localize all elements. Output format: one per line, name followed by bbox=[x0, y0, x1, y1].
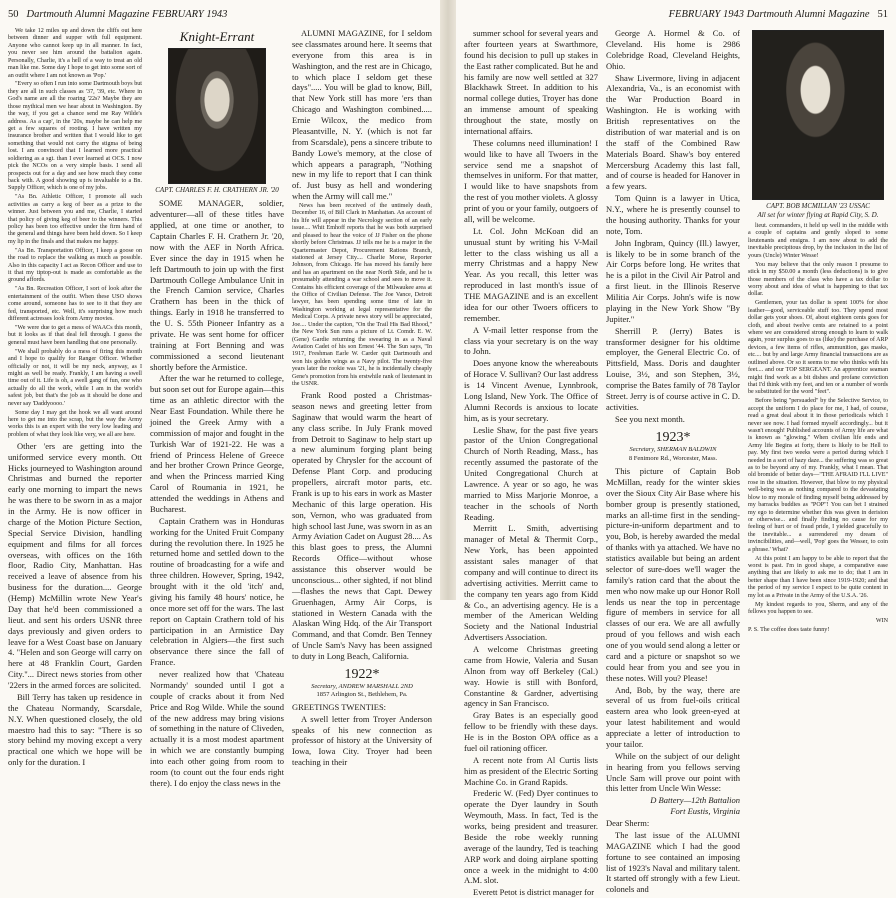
signature: WIN bbox=[875, 618, 888, 624]
left-page-number: 50 bbox=[8, 9, 19, 20]
paragraph: A V-mail letter response from the class via your secretary is on the way to John. bbox=[464, 324, 598, 357]
right-page-number: 51 bbox=[877, 9, 888, 20]
mcmillan-photo bbox=[752, 30, 884, 200]
paragraph: And, Bob, by the way, there are several of us from fuel-oils critical eastern area who look green-eyed at your latest habilitement and would appreciate a letter of introduction to your tailor. bbox=[606, 684, 740, 749]
crathern-photo bbox=[168, 48, 266, 184]
right-column-2 bbox=[606, 28, 740, 895]
right-column-3 bbox=[748, 28, 888, 633]
article-title: Knight-Errant bbox=[179, 29, 255, 44]
paragraph: Some day I may get the hook we all want around here to get me into the scrap, but the way the Army works this is an expert with the very low leading and problem of what they look like very, we all are here. bbox=[8, 409, 142, 438]
paragraph: Leslie Shaw, for the past five years pastor of the Union Congregational Church of North Reading, Mass., has recently assumed the pastorate of the United Congregational Church at Lawrence. A year or so ago, he was married to Miss Marjorie Monroe, a teacher in the schools of North Reading. bbox=[464, 424, 598, 522]
address-1923: 8 Fenimore Rd., Worcester, Mass. bbox=[628, 454, 718, 462]
paragraph: "As Bn. Recreation Officer, I sort of look after the entertainment of the outfit. When these USO shows come around, someone has to see to it that they are fed, transported, etc. Well, it's surprising how much different actresses look from Army movies. bbox=[8, 286, 142, 323]
paragraph: Sherrill P. (Jerry) Bates is transformer designer for his oldtime employer, the General Electric Co. of Pittsfield, Mass. Doris and daughter Louise, 3½, and son Stephen, 3½, comprise the Bates family of 78 Taylor Street. Jerry is of course active in C. D. activities. bbox=[606, 325, 740, 412]
right-column-1 bbox=[464, 28, 599, 898]
right-header-title: FEBRUARY 1943 Dartmouth Alumni Magazine bbox=[668, 9, 870, 20]
secretary-1923: Secretary, SHERMAN BALDWIN bbox=[629, 446, 717, 454]
paragraph: Does anyone know the whereabouts of Horace V. Sullivan? Our last address is 14 Vincent Avenue, Lynnbrook, Long Island, New York. The Office of Alumni Records is anxious to locate him, as is your secretary. bbox=[464, 358, 599, 423]
left-column-3 bbox=[292, 28, 432, 768]
paragraph: Before being "persuaded" by the Selective Service, to accept the uniform I do place for me, I had, of course, read a great deal about it in those periodicals which I never see now. I had formed myself accordingly... but it wasn't enough! Published accounts of Army life are what is known as "glowing." When civilian life ends and Army life Begins at forty, there is likely to be Hell to pay. My first two weeks were a period during which I needed in a sort of hazy daze... the suffering was so great as to be beyond any of my. Frankly, what I mean. That old bromide of better days—"THE AFRAID I'LL LIVE" rose in the situation. However, that blow to my physical well-being was as nothing compared to the devastating blow to my morale of finding myself being addressed by my barracks buddies as "POP"! You can bet I strained my ego to determine whether this was given in derision or otherwise... and finally finding no cause for my feeling of hurt or of fraud pride, I yielded gracefully to the inevitable... a surrendered my dream of invincibilities, and—well, 'Pop' goes the Wesser, to coin a phrase.' What? bbox=[748, 398, 888, 553]
paragraph: "We were due to get a mess of WAACs this month, but it looks as if that deal fell through. I guess the general must have been handling that one personally. bbox=[8, 324, 142, 346]
class-1922-greeting bbox=[292, 702, 432, 768]
paragraph: My kindest regards to you, Sherm, and any of the fellows you happen to see. bbox=[748, 601, 888, 616]
paragraph: "As Bn. Athletic Officer, I promote all such activities as carry a keg of beer as a prize to the winner. Just between you and me, Charlie, I started that policy of giving keg of beer to the winners. This policy has been too effective under the firm hand of the general and things have been held down. So I keep my lip in the finals and that makes me happy. bbox=[8, 194, 142, 245]
paragraph: lieut. commanders, it held up well in the middle with a couple of captains and gently sloped to some lieutenants and ensigns. I am now about to add the inevitable precipitous drop, by the inclusion in the list of yours (Uncle) Winter Wesse! bbox=[748, 223, 888, 259]
crathern-caption: CAPT. CHARLES F. H. CRATHERN JR. '20 bbox=[155, 185, 279, 194]
paragraph: A recent note from Al Curtis lists him as president of the Electric Sorting Machine Co. in Grand Rapids. bbox=[464, 754, 598, 787]
paragraph: Tom Quinn is a lawyer in Utica, N.Y., where he is presently counsel to the housing authority. Thanks for your note, Tom. bbox=[606, 193, 740, 236]
left-column-1 bbox=[8, 28, 142, 768]
left-running-head bbox=[8, 9, 432, 23]
class-year-1922: 1922* bbox=[344, 666, 380, 682]
paragraph: These columns need illumination! I would like to have all Twoers in the service send me a snapshot of themselves in uniform. For that matter, I would like to have snapshots from the rest of you mother violets. A glossy print of you or your family, outgoers of all, will be welcome. bbox=[464, 137, 598, 224]
left-page bbox=[0, 0, 440, 788]
paragraph: A swell letter from Troyer Anderson speaks of his new connection as professor of history at the University of Iowa, Iowa City. Troyer had been teaching in their bbox=[292, 713, 432, 768]
paragraph: George A. Hormel & Co. of Cleveland. His home is 2986 Colebridge Road, Cleveland Heights, Ohio. bbox=[606, 28, 740, 71]
address-1922: 1857 Arlington St., Bethlehem, Pa. bbox=[316, 690, 408, 698]
paragraph: Gray Bates is an especially good fellow to be friendly with these days. He is in the Boston OPA office as a fuel oil rationing officer. bbox=[464, 710, 598, 753]
right-page bbox=[456, 0, 896, 898]
paragraph: "As Bn. Transportation Officer, I keep a goose on the road to replace the walking as much as possible. Also in this capacity I act as Recon Officer and use to it that my tiptop-out is made as comfortable as the ground affords. bbox=[8, 247, 142, 284]
paragraph: The last issue of the ALUMNI MAGAZINE which I had the good fortune to see contained an imposing list of 1923's Naval and military talent. It started off strongly with a few Lieut. colonels and bbox=[606, 829, 740, 895]
letter-salutation: Dear Sherm: bbox=[606, 818, 650, 829]
paragraph: Gentlemen, your tax dollar is spent 100% for shoe leather—good, serviceable stuff too. They spend most dollar gets your shoes. Of, about eighteen cents goes for cloth, and about twelve cents are retained to a point where we are considered strong enough to learn to walk again, your surplus goes to us (like) the purchase of ARP devices, a few items of rifles, ammunition, gas masks, etc.... but by and large Army financial transactions are as outlined above. Or so it seems to me who thinks with his feet.... and our TOP SERGEANT. An apprentice seaman might find work as a bit dishes and profane conviction that I'd think with my feet, and ten or a number of words be substituted for the word "feet". bbox=[748, 300, 888, 396]
paragraph: Merritt L. Smith, advertising manager of Metal & Thermit Corp., New York, has been appointed assistant sales manager of that company and will continue to direct its advertising activities. Merritt came to the company ten years ago from Kidd & Co., an advertising agency. He is a member of the American Welding Society and the National Industrial Advertisers Association. bbox=[464, 523, 598, 643]
class-year-1923: 1923* bbox=[655, 429, 691, 445]
paragraph: After the war he returned to college, but soon set out for Europe again—this time as an athletic director with the Near East Foundation. While there he joined the Greek Army with a commission of major and fought in the Turkish War of 1921-22. He was a friend of Princess Helene of Greece and her brother Crown Prince George, and when the Princess married King Carol of Roumania in 1921, he attended the weddings in Athens and Bucharest. bbox=[150, 373, 284, 514]
paragraph: Lt. Col. John McKoan did an unusual stunt by writing his V-Mail letter to the class wishing us all a merry Christmas and a happy New Year. As you recall, this letter was reproduced in last month's issue of THE MAGAZINE and is an excellent idea for our other Twoers officers to remember. bbox=[464, 225, 598, 323]
postscript: P. S. The coffee does taste funny! bbox=[748, 626, 830, 633]
class-1922-notes bbox=[292, 28, 432, 202]
paragraph: never realized how that 'Chateau Normandy' sounded until I got a couple of cracks about it from Ned Price and Rog Wilde. While the sound of the new address may bring visions of something in the nature of Cliveden, actually it is a most modest apartment in which we are constantly bumping into each other going from room to room (to count out the four ends right there). I do enjoy the class news in the bbox=[150, 669, 284, 788]
right-running-head bbox=[464, 9, 888, 23]
paragraph: "Every so often I run into some Dartmouth boys but they are all in such classes as '37, '39, etc. Where in God's name are all the roaring '22s? Maybe they are those mythical men we hear about in Washington. By the way, if you get a chance send me Ray Wilde's address. As a cap', in the '20s, maybe he can help me get a few squares of rooting. I have written my insurance brother and written that I would like to get something that would not carry the stigma of being lost. I am convinced that I learned more practical soldiering as a sgt. than I ever learned at OCS. I now pick the NCOs on a very simple basis. I send all prospects out for a day and see how much they come back with. A good showing up is invaluable to a Bn. Supply Officer, which is one of my jobs. bbox=[8, 81, 142, 192]
page-gutter bbox=[440, 0, 456, 600]
paragraph: This picture of Captain Bob McMillan, ready for the winter skies over the Sioux City Air Base where his bomber group is presently stationed, marks an all-time first in the sending-picture-in-uniform department and to you, Bob, is hereby awarded the medal of thanks with ya attached. We have no statistics available but being an ardent selector of sure-does we'll wager the family's ration card that the about the men who now make up our Honor Roll lends us near the top in percentage figure of members in service for all classes of our era. We are all awfully proud of you fellows and wish each one of you would send along a letter or card and a picture or snapshot so we could hear from you and see you in these notes. Will you? Please! bbox=[606, 466, 740, 683]
paragraph: At this point I am happy to be able to report that the worst is past. I'm in good shape, a comparative ease anything that are likely to ask me to do; that I am in better shape than I have been since 1919-1920; and that the period of my service I expect to be quite content in my lot as a Private in the Army of the U.S.A. '26. bbox=[748, 555, 888, 599]
paragraph: Shaw Livermore, living in adjacent Alexandria, Va., is an economist with the War Production Board in Washington. He is working with British representatives on the distribution of war material and is on the staff of the Combined Raw Materials Board. Shaw's boy entered Mercersburg Academy this last fall, and of course is headed for Hanover in a few years. bbox=[606, 72, 740, 192]
paragraph: Everett Petot is district manager for bbox=[473, 887, 595, 898]
paragraph: SOME MANAGER, soldier, adventurer—all of these titles have applied, at one time or another, to Captain Charles F. H. Crathern Jr. '20, now with the AEF in North Africa. Ever since the day in 1915 when he left Dartmouth to join up with the first Dartmouth College Ambulance Unit in the French Camion service, Charles Crathern has been in the thick of things. Early in 1918 he transferred to the U. S. 55th Pioneer Infantry as a private. He was sent home for officer training at Fort Benning and was commissioned a second lieutenant shortly before the Armistice. bbox=[150, 198, 284, 372]
class-1922-notes-2 bbox=[292, 390, 432, 662]
paragraph: Frank Rood posted a Christmas-season news and greeting letter from Saginaw that would warm the heart of any class scribe. In July Frank moved from Detroit to Saginaw to help start up a new aluminum forging plant being operated by Chrysler for the account of Defense Plant Corp. and producing propellers, aircraft motor parts, etc. Frank is up to his ears in work as Master Mechanic of this large operation. His son, Vernon, who was graduated from high school last June, was sworn in as an Army Aviation Cadet on August 28.... As this blast goes to press, the Alumni Records Office—without whose assistance this observer would be unconscious... other sighted, if not blind—flashes the news that Capt. Dewey Gruenhagen, Army Air Corps, is stationed in Western Canada with the Alaskan Wing Hdq. of the Air Transport Command, and that Comdr. Ben Tenney of Uncle Sam's Navy has been assigned to duty in Long Beach, California. bbox=[292, 390, 432, 662]
paragraph: ALUMNI MAGAZINE, for I seldom see classmates around here. It seems that everyone from this area is in Washington, and the rest are in Chicago, to which place I seldom get these days"..... You will be glad to know, Bill, that New York still has more 'ers than Chicago and Washington combined..... Ernie Wilcox, the medico from Pleasantville, N. Y. (which is not far from Scarsdale), pens a sincere tribute to Bandy Lowe's memory, at the close of which appears a paragraph, "Nothing new in my life to report that I can think of. Just busy as hell and wondering when the Army will call me." bbox=[292, 28, 432, 202]
greeting-label: GREETINGS TWENTIES: bbox=[292, 701, 387, 712]
paragraph: Bill Terry has taken up residence in the Chateau Normandy, Scarsdale, N.Y. When questioned closely, the old maestro had this to say: "There is so story behind my moving except a very practical one which we hope will be only for the duration. I bbox=[8, 691, 142, 768]
paragraph: We take 12 miles up and down the cliffs out here between dinner and supper with full equipment. Anyone who cannot keep up in all manner. In fact, you never see him around the battalion again. Personally, Charlie, it's a hell of a way to treat an old man like me. Some day I hope to get into some sort of an outfit where I am not known as 'Pop.' bbox=[8, 28, 142, 79]
left-col2-continued bbox=[150, 669, 284, 789]
paragraph: While on the subject of our delight in hearing from you fellows serving Uncle Sam will prove our point with this letter from Uncle Win Wesse: bbox=[606, 750, 740, 794]
left-header-title: Dartmouth Alumni Magazine FEBRUARY 1943 bbox=[26, 9, 228, 20]
paragraph: Other 'ers are getting into the uniformed service every month. Ott Hicks journeyed to Washington around Christmas and burned the reporter early one morning to impart the news he was there to be sworn in as a major in the Army. He is now officer in charge of the Motion Picture Section, Special Service Division, handling equipment and films for all forces overseas, with offices on the 16th floor, Radio City, Manhattan. Has received a leave of absence from his business for the duration.... George (Hemp) McMillin wrote New Year's Day that he'd been commissioned a lieut. and sent his orders USNR three days previously and given orders to leave for a West Coast base on January 4. "Helen and son George will carry on here at 48 Franklin Court, Garden City."... Direct news stories from other '22ers in the armed forces are solicited. bbox=[8, 440, 142, 691]
secretary-1922: Secretary, ANDREW MARSHALL 2ND bbox=[311, 683, 413, 690]
knight-errant-story bbox=[150, 198, 284, 668]
left-col1-large-text bbox=[8, 441, 142, 768]
paragraph: John Ingbram, Quincy (Ill.) lawyer, is likely to be in some branch of the Air Corps before long. He writes that he is a pilot in the Civil Air Patrol and a first lieut. in the Illinois Reserve Militia Air Corps. John's wife is now playing in the New York Show "By Jupiter." bbox=[606, 237, 740, 324]
paragraph: See you next month. bbox=[615, 413, 685, 424]
paragraph: You may believe that the only reason I presume to stick in my $50.00 a month (less deductions) is to give those members of the class who have a tax dollar to worry about and idea of what is happening to that tax dollar. bbox=[748, 261, 888, 298]
paragraph: News has been received of the untimely death, December 16, of Bill Clark in Manhattan. An account of his life will appear in the Necrology section of an early issue.... Whit Emhoff reports that he was both surprised and pleased to hear the voice of JJ Fisher on the phone shortly before Christmas. JJ tells me he is a major in the Quartermaster Depot, Procurement Rations Branch, stationed at Jersey City.... Charlie Morse, Reporter Johnson, from Chicago. He has moved his family here and has an apartment on the near North Side, and he is presumably attending a war school and sees to move it. Contains his efficient coverage of the Milwaukee area at the Office of Civilian Defense. The Joe Vance, Detroit lawyer, has been spending some time of late in Washington working at legal representative for the Medical Corps. A private news story will be appreciated, Joe.... Under the caption, "On the Trail His Bad Rhood," the New York Sun runs a picture of Lt. Comdr. E. W. (Gene) Gardie returning the swearing in as a Naval Aviation Cadet of his son Ernest '44. The Sun says, "In 1917, Freshman Earle W. Carder quit Dartmouth and won his golden wings as a Navy pilot. The twenty-five years later the rookie was '21, he is incidentally cheaply Gene's promotion from his erstwhile rank of lieutenant in the USNR. bbox=[292, 203, 432, 388]
letter-header: D Battery—12th Battalion Fort Eustis, Virginia bbox=[650, 795, 740, 817]
paragraph: A welcome Christmas greeting came from Howie, Valeria and Susan Alnon from way off Berkeley (Cal.) way. Howie is still with Bonford, Constantine & Gardner, advertising agency in San Francisco. bbox=[464, 644, 598, 709]
mcmillan-caption: CAPT. BOB MCMILLAN '23 USSAC All set for winter flying at Rapid City, S. D. bbox=[757, 202, 879, 219]
paragraph: summer school for several years and after fourteen years at Swarthmore, found his decision to pull up stakes in the East rather complicated. But he and his family are now well settled at 327 Blackhawk Street. In addition to his normal college duties, Troyer has done an immense amount of speaking throughout the state, mostly on international affairs. bbox=[464, 28, 598, 136]
paragraph: Frederic W. (Fed) Dyer continues to operate the Dyer laundry in South Weymouth, Mass. In fact, Ted is the works, being president and treasurer. Beside the robe weekly running average of the laundry, Ted is teaching ARP work and doing airplane spotting once a week in the midnight to 4:00 A.M. slot. bbox=[464, 788, 598, 886]
left-column-2 bbox=[150, 28, 284, 788]
paragraph: Captain Crathern was in Honduras working for the United Fruit Company during the revolution there. In 1925 he returned home and settled down to the routine of broadcasting for a wife and three children. However, Spring, 1942, brought with it the old 'itch' and, giving his family 48 hours' notice, he once more set off for the wars. The last report on Captain Crathern told of his participation in an Armistice Day celebration in Algiers—the first such observance there since the fall of France. bbox=[150, 515, 284, 668]
paragraph: "We shall probably do a mess of firing this month and I hope to qualify for Ranger Officer. Whether officially or not, it will be my neck, anyway, as I might as well be ready. Frankly, I am having a swell time out of it. Life is oh, a swell gang of fun, one who actually do all the work, while I am in the world's safest job, but that's the job as it should be done and never say 'Daddyoooo.' bbox=[8, 348, 142, 407]
